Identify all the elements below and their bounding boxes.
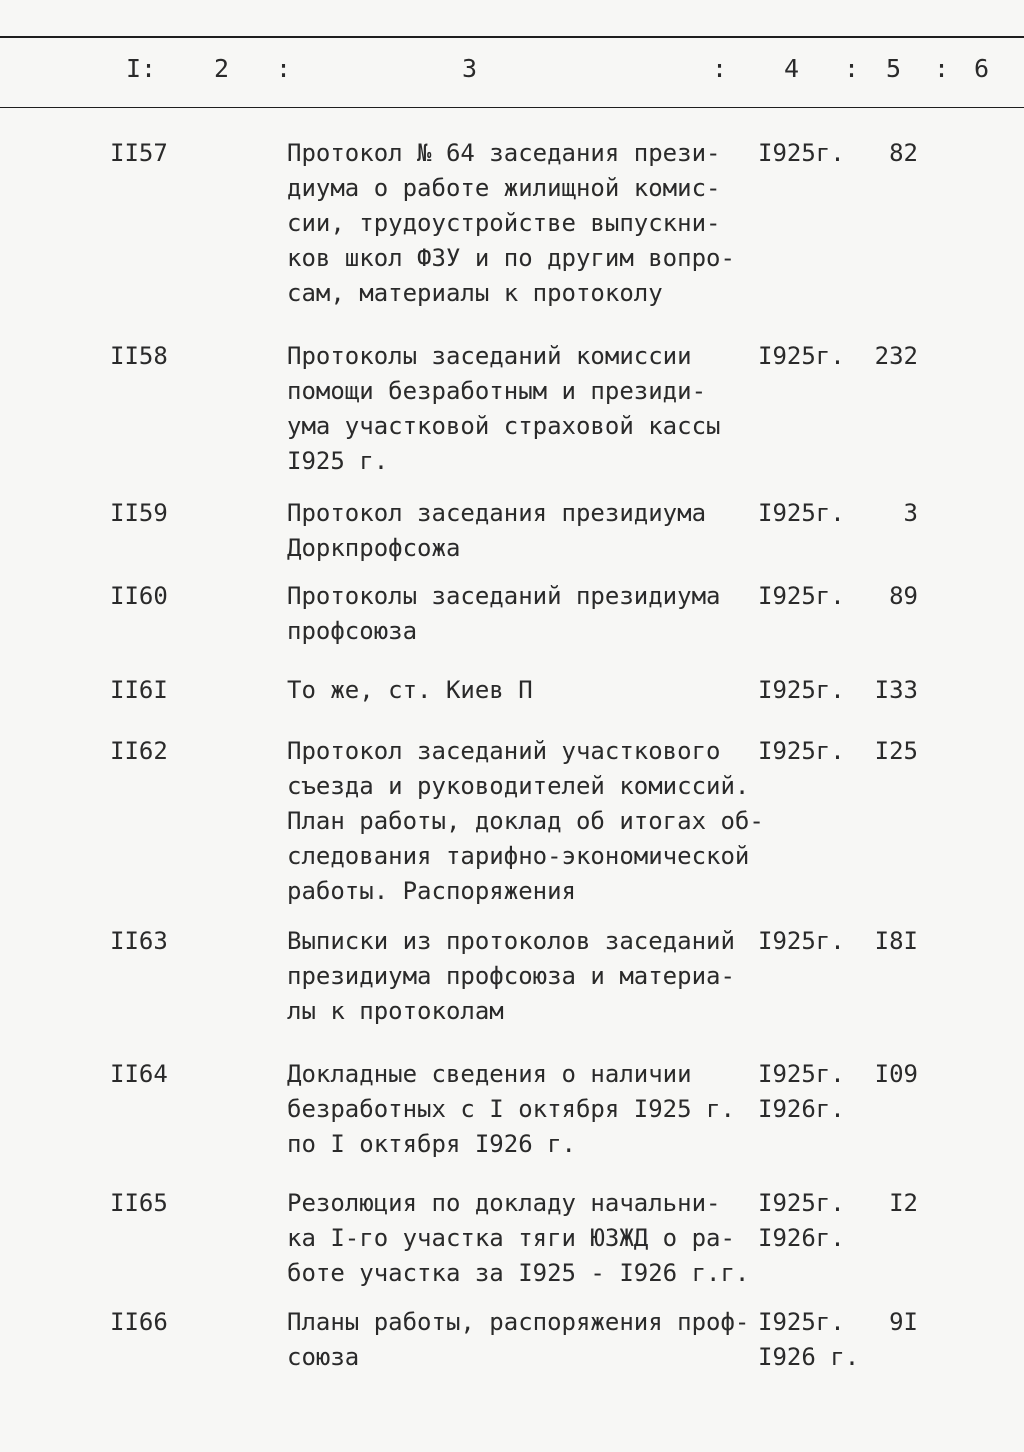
case-title-line: То же, ст. Киев П: [287, 676, 533, 704]
sheet-count: 232: [874, 342, 918, 370]
case-title-line: президиума профсоюза и материа-: [287, 962, 735, 990]
case-date: I926г.: [758, 1095, 845, 1123]
case-title-line: I925 г.: [287, 447, 389, 475]
case-number: II63: [110, 927, 168, 955]
case-title-line: Докладные сведения о наличии: [287, 1060, 692, 1088]
case-title-line: лы к протоколам: [287, 997, 504, 1025]
case-number: II66: [110, 1308, 168, 1336]
case-title-line: помощи безработным и президи-: [287, 377, 707, 405]
case-date: I925г.: [758, 737, 845, 765]
header-sep4: :: [934, 54, 950, 83]
case-date: I925г.: [758, 582, 845, 610]
case-title-line: диума о работе жилищной комис-: [287, 174, 721, 202]
case-title-line: Выписки из протоколов заседаний: [287, 927, 735, 955]
case-date: I925г.: [758, 1189, 845, 1217]
case-dates: [758, 924, 845, 959]
case-title-line: безработных с I октября I925 г.: [287, 1095, 735, 1123]
case-title-line: Доркпрофсожа: [287, 534, 461, 562]
case-title-line: следования тарифно-экономической: [287, 842, 750, 870]
case-dates: [758, 579, 845, 614]
case-number: II57: [110, 139, 168, 167]
case-title-line: сии, трудоустройстве выпускни-: [287, 209, 721, 237]
sheet-count: I09: [874, 1060, 918, 1088]
case-title: [287, 1305, 767, 1375]
case-title-line: Протоколы заседаний комиссии: [287, 342, 692, 370]
case-title-line: по I октября I926 г.: [287, 1130, 576, 1158]
case-title-line: Протокол № 64 заседания прези-: [287, 139, 721, 167]
header-col2: 2: [214, 54, 230, 83]
case-dates: [758, 136, 845, 171]
case-dates: [758, 1186, 845, 1256]
case-dates: [758, 496, 845, 531]
header-col5: 5: [886, 54, 902, 83]
case-title-line: Протокол заседаний участкового: [287, 737, 721, 765]
case-dates: [758, 339, 845, 374]
case-title-line: сам, материалы к протоколу: [287, 279, 663, 307]
header-col3: 3: [462, 54, 478, 83]
case-title: [287, 924, 767, 1029]
header-bottom-rule: [0, 107, 1024, 108]
case-dates: [758, 734, 845, 769]
header-sep1: :: [276, 54, 292, 83]
case-number: II58: [110, 342, 168, 370]
case-title-line: ка I-го участка тяги ЮЗЖД о ра-: [287, 1224, 735, 1252]
sheet-count: I2: [889, 1189, 918, 1217]
sheet-count: I8I: [874, 927, 918, 955]
case-dates: [758, 1057, 845, 1127]
case-number: II59: [110, 499, 168, 527]
case-number: II6I: [110, 676, 168, 704]
case-date: I925г.: [758, 342, 845, 370]
case-date: I926г.: [758, 1224, 845, 1252]
header-sep2: :: [712, 54, 728, 83]
sheet-count: 82: [889, 139, 918, 167]
sheet-count: 9I: [889, 1308, 918, 1336]
case-title-line: съезда и руководителей комиссий.: [287, 772, 750, 800]
sheet-count: 3: [903, 499, 918, 527]
case-title: [287, 673, 767, 708]
case-number: II65: [110, 1189, 168, 1217]
case-number: II62: [110, 737, 168, 765]
header-col1: I:: [126, 54, 157, 83]
case-title: [287, 734, 767, 909]
case-date: I926 г.: [758, 1343, 860, 1371]
header-col6: 6: [974, 54, 990, 83]
case-title-line: союза: [287, 1343, 360, 1371]
case-title-line: боте участка за I925 - I926 г.г.: [287, 1259, 750, 1287]
case-title-line: Протокол заседания президиума: [287, 499, 707, 527]
header-col4: 4: [784, 54, 800, 83]
case-title: [287, 339, 767, 479]
case-date: I925г.: [758, 1308, 845, 1336]
sheet-count: I33: [874, 676, 918, 704]
case-title-line: Планы работы, распоряжения проф-: [287, 1308, 750, 1336]
case-title: [287, 1057, 767, 1162]
case-title-line: профсоюза: [287, 617, 418, 645]
case-date: I925г.: [758, 1060, 845, 1088]
case-title-line: работы. Распоряжения: [287, 877, 576, 905]
case-number: II64: [110, 1060, 168, 1088]
case-date: I925г.: [758, 676, 845, 704]
case-title-line: План работы, доклад об итогах об-: [287, 807, 764, 835]
case-dates: [758, 673, 845, 708]
case-title-line: Протоколы заседаний президиума: [287, 582, 721, 610]
case-date: I925г.: [758, 927, 845, 955]
sheet-count: 89: [889, 582, 918, 610]
case-title-line: ума участковой страховой кассы: [287, 412, 721, 440]
case-date: I925г.: [758, 499, 845, 527]
case-dates: [758, 1305, 859, 1375]
case-number: II60: [110, 582, 168, 610]
case-title: [287, 496, 767, 566]
top-rule: [0, 36, 1024, 38]
sheet-count: I25: [874, 737, 918, 765]
case-title: [287, 579, 767, 649]
header-sep3: :: [844, 54, 860, 83]
case-title-line: Резолюция по докладу начальни-: [287, 1189, 721, 1217]
case-title-line: ков школ ФЗУ и по другим вопро-: [287, 244, 735, 272]
case-title: [287, 1186, 767, 1291]
case-title: [287, 136, 767, 311]
case-date: I925г.: [758, 139, 845, 167]
